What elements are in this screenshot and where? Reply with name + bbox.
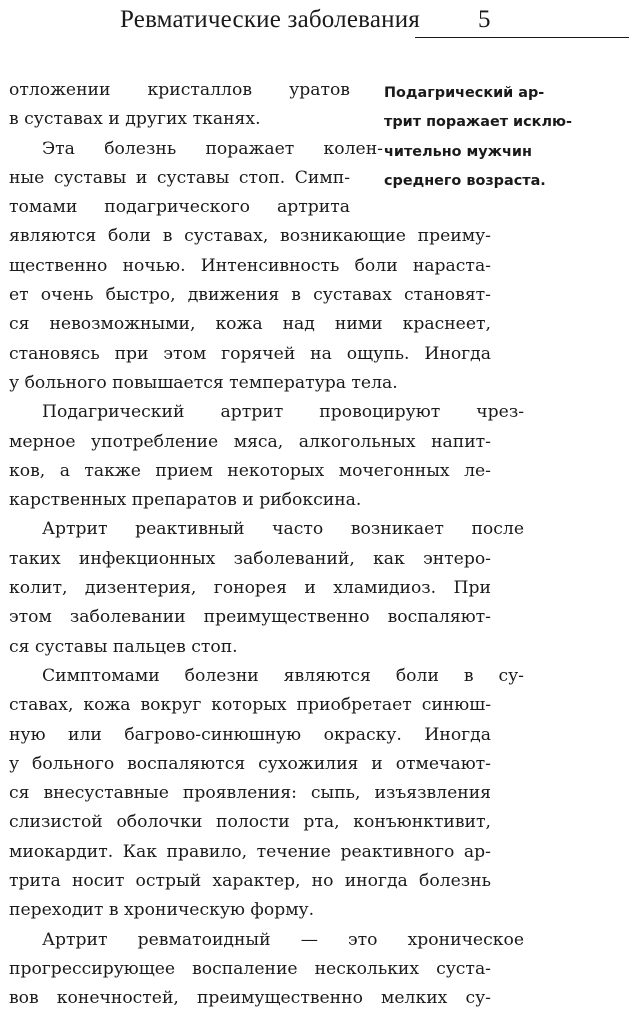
text-line: прогрессирующее воспаление нескольких суста- bbox=[9, 958, 491, 979]
text-line: ную или багрово-синюшную окраску. Иногда bbox=[9, 724, 491, 745]
body-text bbox=[9, 76, 524, 1014]
margin-note-line: трит поражает исклю- bbox=[384, 114, 572, 131]
text-line: Артрит реактивный часто возникает после bbox=[42, 519, 524, 540]
text-line: ставах, кожа вокруг которых приобретает синюш- bbox=[9, 695, 491, 716]
margin-note-line: среднего возраста. bbox=[384, 172, 546, 189]
text-line: Эта болезнь поражает колен- bbox=[42, 138, 383, 159]
text-line: в суставах и других тканях. bbox=[9, 109, 261, 130]
text-line: ет очень быстро, движения в суставах становят- bbox=[9, 285, 491, 306]
text-line: Симптомами болезни являются боли в су- bbox=[42, 665, 524, 686]
text-line: мерное употребление мяса, алкогольных напит- bbox=[9, 431, 491, 452]
text-line: этом заболевании преимущественно воспаляют- bbox=[9, 607, 491, 628]
text-line: Артрит ревматоидный — это хроническое bbox=[42, 929, 524, 950]
running-head bbox=[0, 0, 644, 48]
text-line: ся суставы пальцев стоп. bbox=[9, 636, 238, 657]
text-line: являются боли в суставах, возникающие преиму- bbox=[9, 226, 491, 247]
text-line: отложении кристаллов уратов bbox=[9, 80, 350, 100]
margin-note-line: Подагрический ар- bbox=[384, 85, 545, 101]
text-line: ся невозможными, кожа над ними краснеет, bbox=[9, 314, 491, 335]
text-line: миокардит. Как правило, течение реактивного ар- bbox=[9, 841, 491, 862]
text-line: переходит в хроническую форму. bbox=[9, 900, 315, 921]
text-line: щественно ночью. Интенсивность боли нараста- bbox=[9, 255, 491, 276]
text-line: ков, а также прием некоторых мочегонных ле- bbox=[9, 460, 491, 481]
text-line: у больного воспаляются сухожилия и отмечают- bbox=[9, 753, 491, 774]
page-number: 5 bbox=[478, 6, 491, 33]
margin-note-line: чительно мужчин bbox=[384, 143, 532, 160]
running-title: Ревматические заболевания bbox=[120, 6, 420, 33]
text-line: слизистой оболочки полости рта, конъюнктивит, bbox=[9, 812, 491, 833]
text-line: ные суставы и суставы стоп. Симп- bbox=[9, 167, 350, 188]
text-line: становясь при этом горячей на ощупь. Иногда bbox=[9, 343, 491, 364]
text-line: Подагрический артрит провоцируют чрез- bbox=[42, 402, 524, 423]
text-line: вов конечностей, преимущественно мелких су- bbox=[9, 988, 491, 1009]
text-line: томами подагрического артрита bbox=[9, 197, 350, 218]
text-line: колит, дизентерия, гонорея и хламидиоз. При bbox=[9, 578, 491, 599]
header-rule bbox=[415, 37, 629, 38]
text-line: ся внесуставные проявления: сыпь, изъязвления bbox=[9, 783, 491, 804]
text-line: трита носит острый характер, но иногда болезнь bbox=[9, 871, 491, 892]
text-line: таких инфекционных заболеваний, как энтеро- bbox=[9, 548, 491, 569]
text-line: у больного повышается температура тела. bbox=[9, 372, 398, 393]
text-line: карственных препаратов и рибоксина. bbox=[9, 490, 362, 511]
